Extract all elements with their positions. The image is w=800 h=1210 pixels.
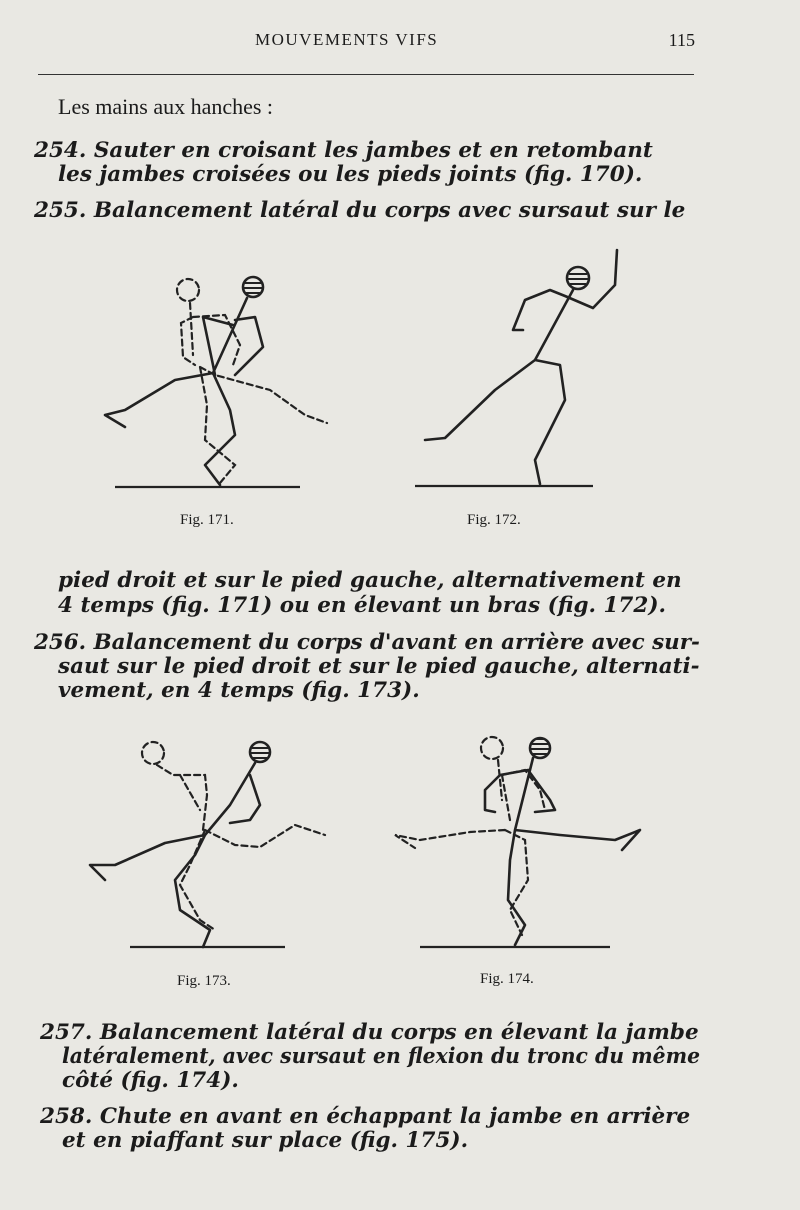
paragraph-254-line-1: [34, 138, 700, 163]
figure-173-drawing: [85, 735, 335, 955]
paragraph-255-line-2: pied droit et sur le pied gauche, alternativement en: [58, 568, 682, 593]
head-hatching: [568, 274, 588, 284]
running-title: MOUVEMENTS VIFS: [255, 30, 439, 49]
paragraph-257-line-1: [40, 1020, 700, 1045]
paragraph-256-line-3: vement, en 4 temps (fig. 173).: [58, 678, 420, 703]
paragraph-257-line-2: latéralement, avec sursaut en flexion du tronc du même: [62, 1044, 701, 1069]
solid-limbs: [105, 298, 263, 485]
dashed-limbs: [395, 760, 545, 935]
paragraph-number: 256.: [34, 630, 87, 655]
header-rule: [38, 74, 694, 75]
figure-171-drawing: [95, 265, 345, 500]
solid-limbs: [425, 250, 617, 484]
head-hatching: [244, 283, 262, 293]
figure-171-caption: Fig. 171.: [180, 512, 234, 528]
figure-174-drawing: [390, 730, 650, 955]
paragraph-256-line-2: saut sur le pied droit et sur le pied gauche, alternati-: [58, 654, 700, 679]
dashed-head: [142, 742, 164, 764]
page-number: 115: [668, 30, 695, 50]
paragraph-text: Balancement du corps d'avant en arrière avec sur-: [86, 630, 700, 655]
figure-172-drawing: [415, 240, 645, 500]
figure-174-caption: Fig. 174.: [480, 971, 534, 987]
head-hatching: [251, 748, 269, 758]
paragraph-number: 254.: [34, 138, 87, 163]
dashed-limbs: [157, 765, 325, 930]
paragraph-number: 255.: [34, 198, 87, 223]
dashed-head: [481, 737, 503, 759]
paragraph-258-line-1: [40, 1104, 700, 1129]
paragraph-257-line-3: côté (fig. 174).: [62, 1068, 239, 1093]
intro-text: Les mains aux hanches :: [58, 94, 274, 119]
solid-limbs: [485, 758, 640, 945]
paragraph-number: 257.: [40, 1020, 93, 1045]
solid-limbs: [90, 763, 260, 947]
figure-172-caption: Fig. 172.: [467, 512, 521, 528]
paragraph-number: 258.: [40, 1104, 93, 1129]
dashed-head: [177, 279, 199, 301]
paragraph-256-line-1: [34, 630, 700, 655]
paragraph-text: Balancement latéral du corps en élevant la jambe: [92, 1020, 699, 1045]
figure-173-caption: Fig. 173.: [177, 973, 231, 989]
running-head: [0, 30, 800, 56]
paragraph-254-line-2: les jambes croisées ou les pieds joints (fig. 170).: [58, 162, 643, 187]
paragraph-text: Chute en avant en échappant la jambe en arrière: [92, 1104, 691, 1129]
paragraph-text: Sauter en croisant les jambes et en retombant: [86, 138, 653, 163]
paragraph-255-line-3: 4 temps (fig. 171) ou en élevant un bras (fig. 172).: [58, 593, 666, 618]
dashed-limbs: [181, 303, 327, 483]
paragraph-text: Balancement latéral du corps avec sursaut sur le: [86, 198, 686, 223]
paragraph-255-line-1: [34, 198, 700, 223]
paragraph-258-line-2: et en piaffant sur place (fig. 175).: [62, 1128, 469, 1153]
